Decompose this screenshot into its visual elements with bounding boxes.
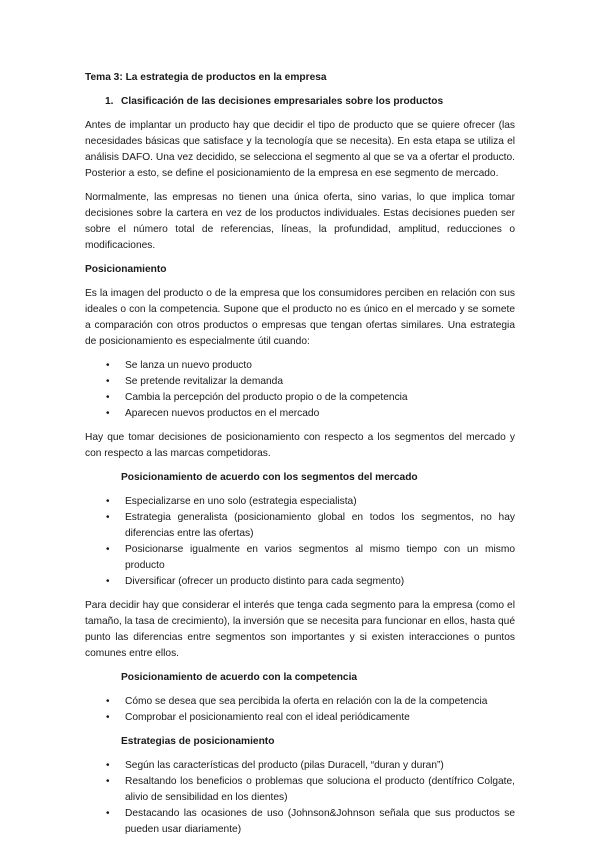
list-item: • Según las características del producto (pilas Duracell, “duran y duran”) [85,758,515,774]
bullet-icon: • [106,512,110,523]
paragraph: Hay que tomar decisiones de posicionamiento con respecto a los segmentos del mercado y con respecto a las marcas competidoras. [85,432,515,459]
heading-estrategias: Estrategias de posicionamiento [121,736,275,747]
bullet-icon: • [106,576,110,587]
list-item: • Comprobar el posicionamiento real con el ideal periódicamente [85,710,515,726]
bullet-icon: • [106,776,110,787]
document-title: Tema 3: La estrategia de productos en la empresa [85,72,327,83]
bullet-icon: • [106,392,110,403]
list-item: • Resaltando los beneficios o problemas que soluciona el producto (dentífrico Colgate, alivio de sensibilidad en los dientes) [106,776,515,803]
bullet-list [85,758,515,838]
bullet-icon: • [106,696,110,707]
heading-posicionamiento: Posicionamiento [85,264,167,275]
heading-competencia: Posicionamiento de acuerdo con la competencia [121,672,358,683]
list-item: • Cambia la percepción del producto propio o de la competencia [85,390,515,406]
bullet-icon: • [106,408,110,419]
section-number: 1. [105,96,114,107]
bullet-list [85,358,515,422]
list-item: • Posicionarse igualmente en varios segmentos al mismo tiempo con un mismo producto [106,544,515,571]
bullet-list [85,494,515,590]
paragraph: Es la imagen del producto o de la empresa que los consumidores perciben en relación con sus ideales o con la competencia. Supone que el producto no es único en el mercado y se somete a comparación con otros productos o empresas que tengan ofertas similares. Una estrategia de posicionamiento es especialmente útil cuando: [85,288,515,347]
list-item: • Especializarse en uno solo (estrategia especialista) [85,494,515,510]
paragraph: Normalmente, las empresas no tienen una única oferta, sino varias, lo que implica tomar decisiones sobre la cartera en vez de los productos individuales. Estas decisiones pueden ser sobre el número total de referencias, líneas, la profundidad, amplitud, reducciones o modificaciones. [85,192,515,251]
list-item: • Diversificar (ofrecer un producto distinto para cada segmento) [85,574,515,590]
bullet-icon: • [106,544,110,555]
bullet-icon: • [106,712,110,723]
heading-segmentos: Posicionamiento de acuerdo con los segmentos del mercado [121,472,418,483]
list-item: • Se pretende revitalizar la demanda [85,374,515,390]
section-heading-text: Clasificación de las decisiones empresariales sobre los productos [121,96,444,107]
bullet-icon: • [106,376,110,387]
paragraph: Antes de implantar un producto hay que decidir el tipo de producto que se quiere ofrecer (las necesidades básicas que satisface y la tecnología que se necesita). En esta etapa se utiliza el análisis DAFO. Una vez decidido, se selecciona el segmento al que se va a ofertar el producto. Posterior a esto, se define el posicionamiento de la empresa en ese segmento de mercado. [85,120,515,179]
bullet-icon: • [106,760,110,771]
bullet-icon: • [106,360,110,371]
list-item: • Destacando las ocasiones de uso (Johnson&Johnson señala que sus productos se pueden usar diariamente) [106,808,515,835]
section-heading-1 [85,94,515,110]
list-item: • Se lanza un nuevo producto [85,358,515,374]
paragraph: Para decidir hay que considerar el interés que tenga cada segmento para la empresa (como el tamaño, la tasa de crecimiento), la inversión que se necesita para funcionar en ellos, hasta qué punto las diferencias entre segmentos son importantes y si existen interacciones o puntos comunes entre ellos. [85,600,515,659]
document-page [85,70,515,846]
list-item: • Aparecen nuevos productos en el mercado [85,406,515,422]
bullet-list [85,694,515,726]
list-item: • Estrategia generalista (posicionamiento global en todos los segmentos, no hay diferencias entre las ofertas) [106,512,515,539]
list-item: • Cómo se desea que sea percibida la oferta en relación con la de la competencia [85,694,515,710]
bullet-icon: • [106,808,110,819]
bullet-icon: • [106,496,110,507]
